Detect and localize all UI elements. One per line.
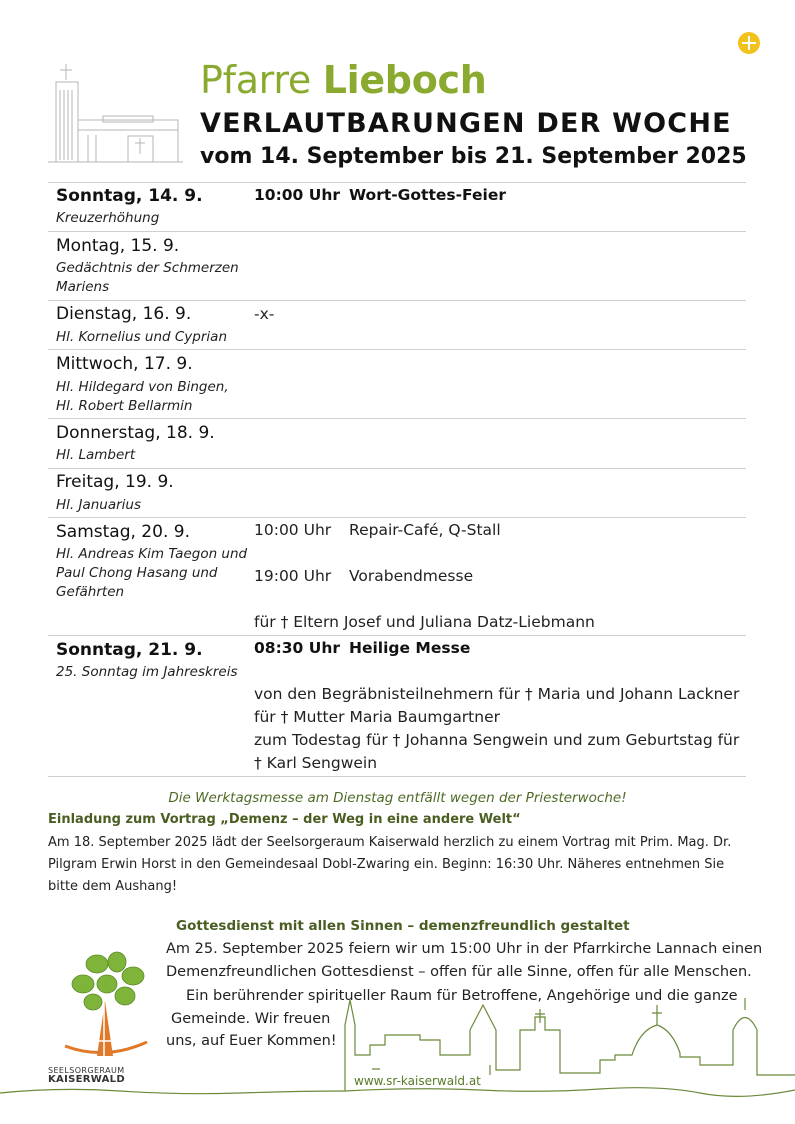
logo-caption: SEELSORGERAUM KAISERWALD	[48, 1066, 125, 1085]
saint-label: 25. Sonntag im Jahreskreis	[56, 664, 238, 680]
event-time: 08:30 Uhr	[254, 639, 340, 657]
website-link[interactable]: www.sr-kaiserwald.at	[354, 1074, 481, 1088]
parish-brand: Pfarre Lieboch	[200, 58, 487, 102]
saint-label: Hl. Januarius	[56, 497, 142, 513]
row-divider	[48, 468, 746, 469]
mass-intention: von den Begräbnisteilnehmern für † Maria und Johann Lackner	[254, 685, 740, 703]
day-label: Donnerstag, 18. 9.	[56, 423, 215, 443]
event-time: 10:00 Uhr	[254, 521, 332, 539]
page-title: VERLAUTBARUNGEN DER WOCHE	[200, 108, 732, 139]
service-text-line: Demenzfreundlichen Gottesdienst – offen für alle Sinne, offen für alle Menschen.	[166, 964, 752, 980]
day-label: Sonntag, 21. 9.	[56, 640, 203, 660]
day-label: Freitag, 19. 9.	[56, 472, 174, 492]
row-divider	[48, 349, 746, 350]
mass-intention: für † Eltern Josef und Juliana Datz-Liebmann	[254, 613, 595, 631]
event-title: Repair-Café, Q-Stall	[349, 521, 501, 539]
saint-label: Gedächtnis der Schmerzen Mariens	[56, 260, 239, 295]
row-divider	[48, 776, 746, 777]
lecture-heading: Einladung zum Vortrag „Demenz – der Weg in eine andere Welt“	[48, 812, 521, 827]
service-text-line: Ein berührender spiritueller Raum für Betroffene, Angehörige und die ganze	[186, 988, 738, 1004]
day-label: Dienstag, 16. 9.	[56, 304, 192, 324]
row-divider	[48, 517, 746, 518]
service-heading: Gottesdienst mit allen Sinnen – demenzfreundlich gestaltet	[176, 918, 630, 934]
event-time: 10:00 Uhr	[254, 186, 340, 204]
saint-label: Hl. Andreas Kim Taegon und Paul Chong Hasang und Gefährten	[56, 546, 248, 600]
event-time: 19:00 Uhr	[254, 567, 332, 585]
row-divider	[48, 231, 746, 232]
service-text-line: Am 25. September 2025 feiern wir um 15:00 Uhr in der Pfarrkirche Lannach einen	[166, 941, 763, 957]
event-title: Heilige Messe	[349, 639, 471, 657]
diocese-cross-icon	[738, 32, 760, 54]
date-range: vom 14. September bis 21. September 2025	[200, 144, 747, 169]
saint-label: Hl. Kornelius und Cyprian	[56, 329, 227, 345]
event-note: -x-	[254, 305, 275, 323]
day-label: Mittwoch, 17. 9.	[56, 354, 193, 374]
service-text-line: Gemeinde. Wir freuen	[171, 1011, 331, 1027]
day-label: Montag, 15. 9.	[56, 236, 180, 256]
saint-label: Hl. Robert Bellarmin	[56, 398, 193, 414]
mass-intention: zum Todestag für † Johanna Sengwein und zum Geburtstag für	[254, 731, 740, 749]
town-skyline-icon	[0, 995, 795, 1109]
saint-label: Hl. Hildegard von Bingen,	[56, 379, 229, 395]
saint-label: Hl. Lambert	[56, 447, 136, 463]
row-divider	[48, 635, 746, 636]
event-title: Wort-Gottes-Feier	[349, 186, 506, 204]
day-label: Samstag, 20. 9.	[56, 522, 190, 542]
lecture-text: Am 18. September 2025 lädt der Seelsorgeraum Kaiserwald herzlich zu einem Vortrag mit Prim. Mag. Dr. Pilgram Erwin Horst in den Gemeindesaal Dobl-Zwaring ein. Beginn: 16:30 Uhr. Näheres entnehmen Sie bitte dem Aushang!	[48, 835, 732, 894]
event-title: Vorabendmesse	[349, 567, 474, 585]
row-divider	[48, 300, 746, 301]
saint-label: Kreuzerhöhung	[56, 210, 160, 226]
mass-intention: für † Mutter Maria Baumgartner	[254, 708, 500, 726]
weekday-mass-remark: Die Werktagsmesse am Dienstag entfällt wegen der Priesterwoche!	[168, 790, 627, 806]
church-logo-icon	[48, 60, 183, 169]
row-divider	[48, 418, 746, 419]
mass-intention: † Karl Sengwein	[254, 754, 378, 772]
day-label: Sonntag, 14. 9.	[56, 186, 203, 206]
row-divider	[48, 182, 746, 183]
service-text-line: uns, auf Euer Kommen!	[166, 1033, 337, 1049]
